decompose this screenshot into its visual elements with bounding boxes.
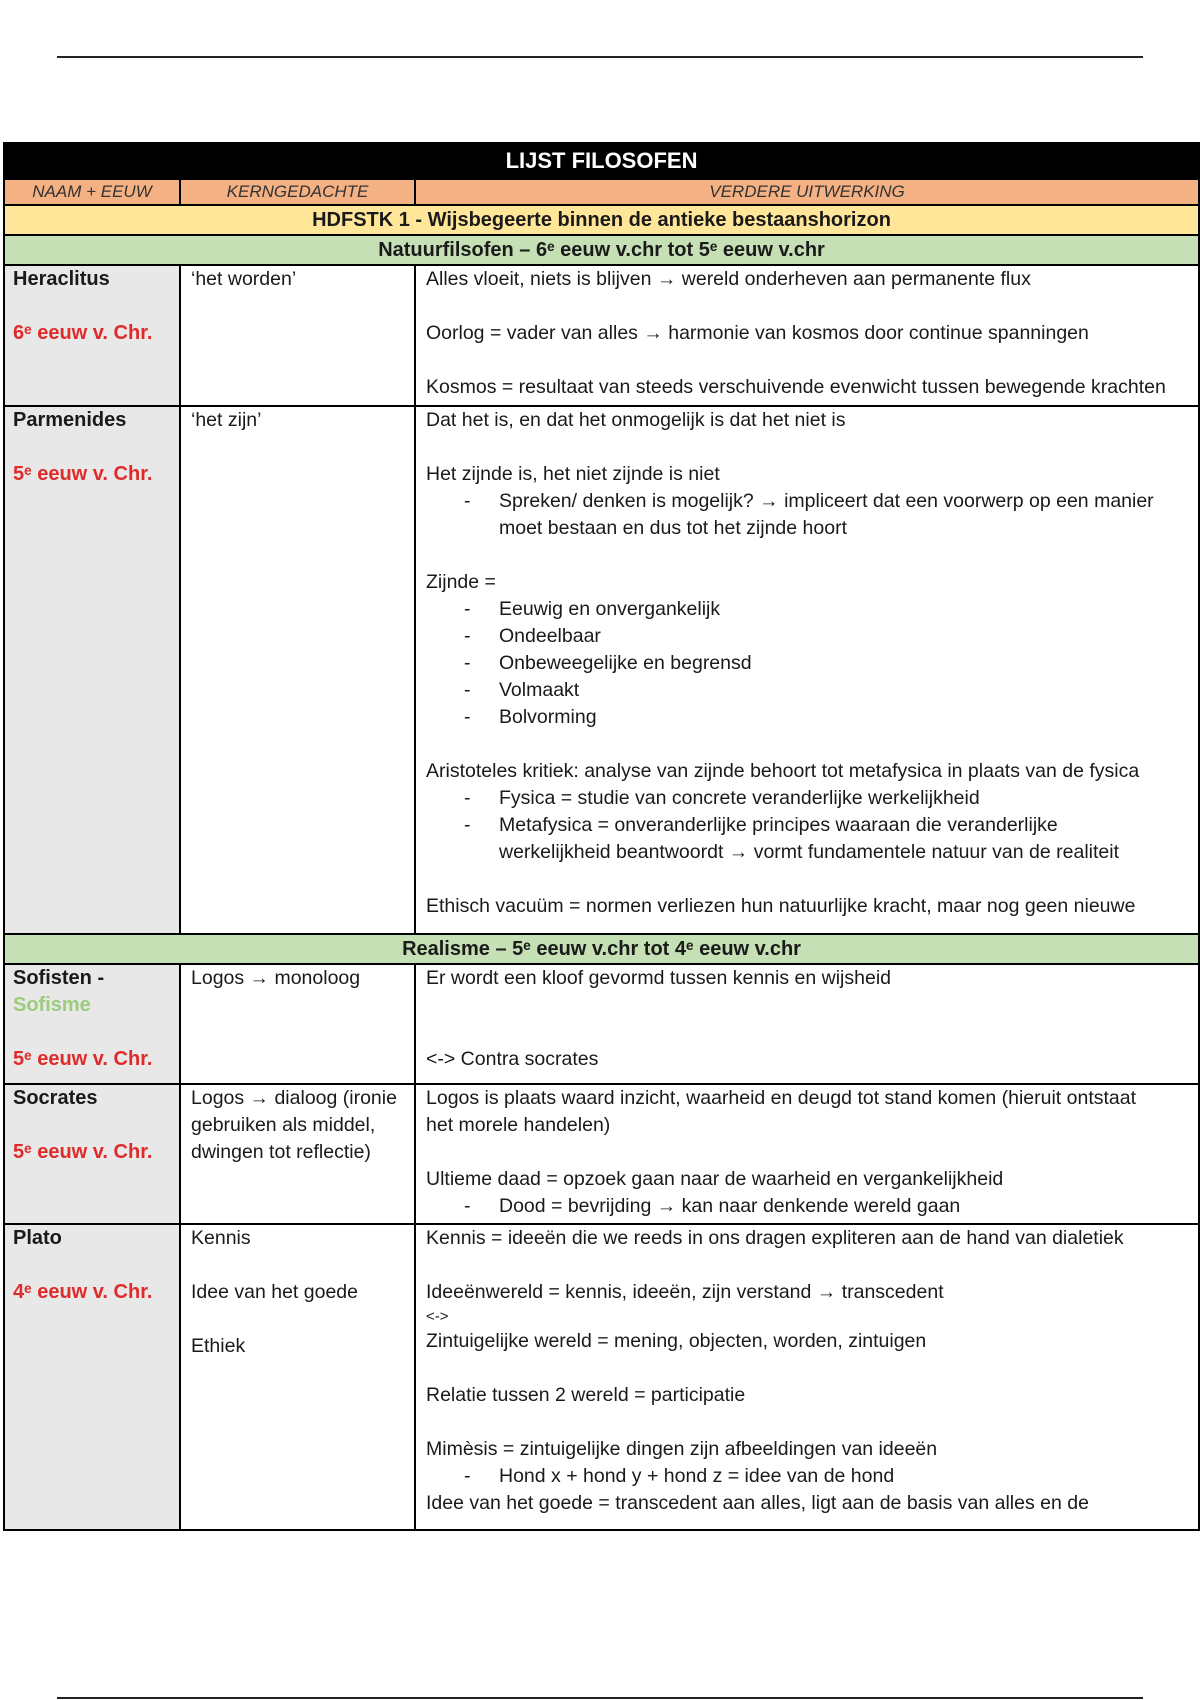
detail-line: Logos is plaats waard inzicht, waarheid en deugd tot stand komen (hieruit ontstaat — [426, 1087, 1137, 1109]
key-idea-cell — [180, 1084, 415, 1224]
key-idea: Logos → monoloog — [191, 967, 361, 989]
key-idea: Kennis — [191, 1227, 251, 1249]
column-header-name: NAAM + EEUW — [4, 179, 180, 205]
detail-line: Zintuigelijke wereld = mening, objecten, worden, zintuigen — [426, 1330, 927, 1352]
detail-bullet: - Onbeweegelijke en begrensd — [426, 650, 1188, 677]
name-cell — [4, 1084, 180, 1224]
philosophers-table — [3, 142, 1200, 1531]
detail-bullet: - Spreken/ denken is mogelijk? → impliceert dat een voorwerp op een manier — [426, 488, 1188, 515]
detail-line: Relatie tussen 2 wereld = participatie — [426, 1384, 746, 1406]
name-cell — [4, 1224, 180, 1530]
name-cell — [4, 265, 180, 406]
details-cell — [415, 964, 1199, 1084]
detail-bullet: - Eeuwig en onvergankelijk — [426, 596, 1188, 623]
detail-line: Ideeënwereld = kennis, ideeën, zijn verstand → transcedent — [426, 1281, 944, 1303]
detail-line: het morele handelen) — [426, 1114, 611, 1136]
detail-line: werkelijkheid beantwoordt → vormt fundamentele natuur van de realiteit — [499, 841, 1120, 863]
key-idea: Logos → dialoog (ironie gebruiken als middel, dwingen tot reflectie) — [191, 1087, 397, 1163]
table-row — [4, 265, 1199, 406]
key-idea-cell — [180, 265, 415, 406]
detail-line: Kosmos = resultaat van steeds verschuivende evenwicht tussen bewegende krachten — [426, 376, 1166, 398]
school-name: Sofisme — [13, 994, 91, 1016]
detail-line: Het zijnde is, het niet zijnde is niet — [426, 463, 720, 485]
footer-rule — [57, 1697, 1143, 1699]
key-idea: Idee van het goede — [191, 1281, 358, 1303]
section-row — [4, 934, 1199, 964]
table-title-row — [4, 143, 1199, 179]
detail-bullet: - Metafysica = onveranderlijke principes waaraan die veranderlijke — [426, 812, 1188, 839]
philosopher-name: Parmenides — [13, 409, 127, 431]
details-cell — [415, 406, 1199, 934]
detail-bullet: - Bolvorming — [426, 704, 1188, 731]
philosopher-century: 5ᵉ eeuw v. Chr. — [13, 463, 153, 485]
detail-line: Ultieme daad = opzoek gaan naar de waarheid en vergankelijkheid — [426, 1168, 1004, 1190]
philosopher-name: Heraclitus — [13, 268, 110, 290]
detail-line: Oorlog = vader van alles → harmonie van kosmos door continue spanningen — [426, 322, 1089, 344]
details-cell — [415, 1084, 1199, 1224]
philosopher-name: Socrates — [13, 1087, 98, 1109]
details-cell — [415, 1224, 1199, 1530]
key-idea: ‘het zijn’ — [191, 409, 262, 431]
column-header-row — [4, 179, 1199, 205]
detail-line: Er wordt een kloof gevormd tussen kennis en wijsheid — [426, 967, 891, 989]
philosopher-century: 4ᵉ eeuw v. Chr. — [13, 1281, 153, 1303]
table-row — [4, 1084, 1199, 1224]
section-row — [4, 235, 1199, 265]
key-idea: Ethiek — [191, 1335, 246, 1357]
key-idea-cell — [180, 964, 415, 1084]
header-rule — [57, 56, 1143, 58]
detail-line: Dat het is, en dat het onmogelijk is dat het niet is — [426, 409, 846, 431]
detail-line: Idee van het goede = transcedent aan alles, ligt aan de basis van alles en de — [426, 1492, 1089, 1514]
detail-line: moet bestaan en dus tot het zijnde hoort — [499, 517, 847, 539]
philosopher-name: Sofisten - — [13, 967, 105, 989]
section-title: Realisme – 5ᵉ eeuw v.chr tot 4ᵉ eeuw v.chr — [4, 934, 1199, 964]
key-idea-cell — [180, 406, 415, 934]
key-idea: ‘het worden’ — [191, 268, 297, 290]
detail-line: <-> Contra socrates — [426, 1048, 599, 1070]
detail-line: Alles vloeit, niets is blijven → wereld onderheven aan permanente flux — [426, 268, 1031, 290]
section-title: Natuurfilsofen – 6ᵉ eeuw v.chr tot 5ᵉ eeuw v.chr — [4, 235, 1199, 265]
detail-line: Zijnde = — [426, 571, 496, 593]
detail-line: Mimèsis = zintuigelijke dingen zijn afbeeldingen van ideeën — [426, 1438, 938, 1460]
detail-bullet: - Fysica = studie van concrete veranderlijke werkelijkheid — [426, 785, 1188, 812]
column-header-details: VERDERE UITWERKING — [415, 179, 1199, 205]
name-cell — [4, 406, 180, 934]
table-title: LIJST FILOSOFEN — [4, 143, 1199, 179]
chapter-row — [4, 205, 1199, 235]
column-header-key: KERNGEDACHTE — [180, 179, 415, 205]
philosopher-century: 6ᵉ eeuw v. Chr. — [13, 322, 153, 344]
detail-bullet: - Dood = bevrijding → kan naar denkende wereld gaan — [426, 1193, 1188, 1220]
key-idea-cell — [180, 1224, 415, 1530]
detail-line: Ethisch vacuüm = normen verliezen hun natuurlijke kracht, maar nog geen nieuwe — [426, 895, 1136, 917]
detail-bullet: - Volmaakt — [426, 677, 1188, 704]
detail-line: Kennis = ideeën die we reeds in ons dragen expliteren aan de hand van dialetiek — [426, 1227, 1124, 1249]
detail-bullet: - Ondeelbaar — [426, 623, 1188, 650]
detail-line: <-> — [426, 1308, 449, 1325]
table-row — [4, 1224, 1199, 1530]
name-cell — [4, 964, 180, 1084]
table-row — [4, 964, 1199, 1084]
philosopher-name: Plato — [13, 1227, 62, 1249]
details-cell — [415, 265, 1199, 406]
detail-bullet: - Hond x + hond y + hond z = idee van de hond — [426, 1463, 1188, 1490]
philosopher-century: 5ᵉ eeuw v. Chr. — [13, 1141, 153, 1163]
chapter-title: HDFSTK 1 - Wijsbegeerte binnen de antieke bestaanshorizon — [4, 205, 1199, 235]
detail-line: Aristoteles kritiek: analyse van zijnde behoort tot metafysica in plaats van de fysica — [426, 760, 1140, 782]
philosopher-century: 5ᵉ eeuw v. Chr. — [13, 1048, 153, 1070]
table-row — [4, 406, 1199, 934]
